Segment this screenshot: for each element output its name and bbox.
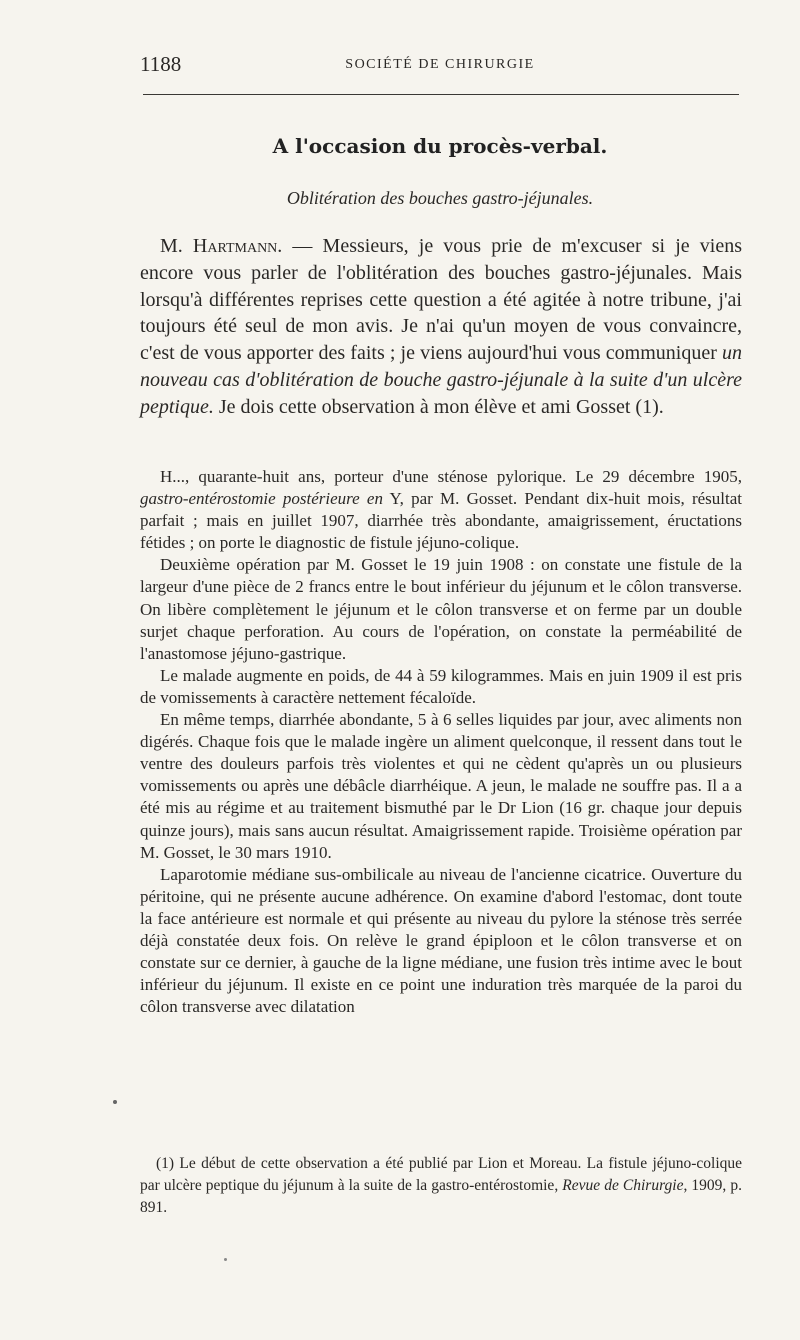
footnote-body: (1) Le début de cette observation a été publié par Lion et Moreau. La fistule jéjuno-colique par ulcère peptique du jéjunum à la suite de la gastro-entérostomie, [140,1155,742,1194]
intro-emphasis: un nouveau cas d'oblitération de bouche gastro-jéjunale à la suite d'un ulcère peptique. [140,342,742,418]
observation-paragraph-1 [140,466,742,554]
footnote-journal-title: Revue de Chirurgie [562,1177,684,1194]
section-subtitle: Oblitération des bouches gastro-jéjunales. [286,188,594,208]
section-title: A l'occasion du procès-verbal. [272,134,608,158]
observation-emphasis: gastro-entérostomie postérieure en [140,489,383,509]
footnote [140,1153,742,1219]
observation-paragraph-5: Laparotomie médiane sus-ombilicale au niveau de l'ancienne cicatrice. Ouverture du péritoine, qui ne présente aucune adhérence. On examine d'abord l'estomac, dont toute la face antérieure est normale et qui présente au niveau du pylore la sténose très serrée déjà constatée deux fois. On relève le grand épiploon et le côlon transverse et on constate sur ce dernier, à gauche de la ligne médiane, une fusion très intime avec le bout inférieur du jéjunum. Il existe en ce point une induration très marquée de la paroi du côlon transverse avec dilatation [140,864,742,1017]
speaker-name: M. Hartmann. [160,235,283,257]
header-rule [143,94,739,95]
running-head [140,52,740,80]
observation-block [140,466,742,1018]
observation-text: Y, par M. Gosset. Pendant dix-huit mois, résultat parfait ; mais en juillet 1907, diarrhée très abondante, amaigrissement, éructations fétides ; on porte le diagnostic de fistule jéjuno-colique. [140,489,742,553]
footnote-text [140,1153,742,1219]
intro-text: — Messieurs, je vous prie de m'excuser si je viens encore vous parler de l'oblitération des bouches gastro-jéjunales. Mais lorsqu'à différentes reprises cette question a été agitée à notre tribune, j'ai toujours été seul de mon avis. Je n'ai qu'un moyen de vous convaincre, c'est de vous apporter des faits ; je viens aujourd'hui vous communiquer [140,235,743,365]
footnote-citation: , 1909, p. 891. [140,1177,743,1216]
paper-speck [224,1258,227,1261]
journal-title: SOCIÉTÉ DE CHIRURGIE [345,57,535,72]
intro-paragraph-block [140,233,742,421]
margin-mark [113,1100,117,1104]
observation-paragraph-3: Le malade augmente en poids, de 44 à 59 kilogrammes. Mais en juin 1909 il est pris de vomissements à caractère nettement fécaloïde. [140,665,742,707]
intro-text-end: Je dois cette observation à mon élève et ami Gosset (1). [213,395,664,418]
observation-text: H..., quarante-huit ans, porteur d'une sténose pylorique. Le 29 décembre 1905, [160,467,742,486]
intro-paragraph [140,233,742,421]
page-number: 1188 [140,52,182,76]
observation-paragraph-2: Deuxième opération par M. Gosset le 19 juin 1908 : on constate une fistule de la largeur d'une pièce de 2 francs entre le bout inférieur du jéjunum et le côlon transverse. On libère complètement le jéjunum et le côlon transverse et on ferme par un double surjet chaque perforation. Au cours de l'opération, on constate la perméabilité de l'anastomose jéjuno-gastrique. [140,555,742,663]
observation-paragraph-4: En même temps, diarrhée abondante, 5 à 6 selles liquides par jour, avec aliments non digérés. Chaque fois que le malade ingère un aliment quelconque, il ressent dans tout le ventre des douleurs parfois très violentes et qui ne cèdent qu'après un ou plusieurs vomissements ou après une débâcle diarrhéique. A jeun, le malade ne souffre pas. Il a a été mis au régime et au traitement bismuthé par le Dr Lion (16 gr. chaque jour depuis quinze jours), mais sans aucun résultat. Amaigrissement rapide. Troisième opération par M. Gosset, le 30 mars 1910. [140,710,742,862]
